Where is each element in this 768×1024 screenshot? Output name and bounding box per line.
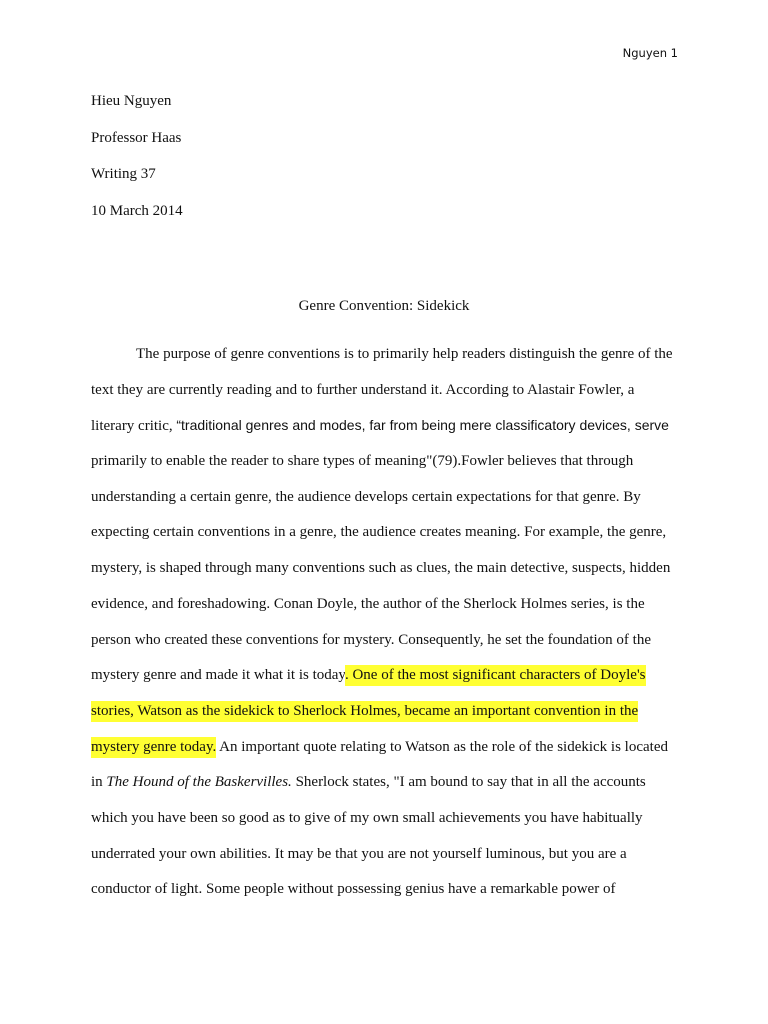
- running-head: Nguyen 1: [622, 46, 678, 60]
- author-name: Hieu Nguyen: [91, 93, 172, 109]
- body-line: expecting certain conventions in a genre, the audience creates meaning. For example, the genre,: [91, 524, 667, 541]
- book-title: The Hound of the Baskervilles.: [106, 774, 292, 791]
- instructor-name: Professor Haas: [91, 129, 182, 146]
- body-line: [91, 737, 679, 773]
- body-line: understanding a certain genre, the audience develops certain expectations for that genre. By: [91, 488, 641, 505]
- body-line: [91, 415, 679, 451]
- body-text-run: mystery genre and made it what it is today: [91, 667, 345, 684]
- highlighted-text: . One of the most significant characters of Doyle's: [345, 665, 646, 686]
- essay-body: [91, 344, 679, 915]
- body-line: underrated your own abilities. It may be that you are not yourself luminous, but you are a: [91, 845, 627, 862]
- body-text-run: literary critic,: [91, 418, 177, 435]
- highlighted-text: stories, Watson as the sidekick to Sherlock Holmes, became an important convention in the: [91, 701, 638, 722]
- body-line: The purpose of genre conventions is to primarily help readers distinguish the genre of the: [136, 346, 673, 362]
- document-date: 10 March 2014: [91, 202, 183, 219]
- highlighted-text: mystery genre today.: [91, 737, 216, 758]
- mla-heading: [91, 91, 183, 237]
- fowler-quote: “traditional genres and modes, far from being mere classificatory devices, serve: [176, 417, 669, 434]
- essay-title: Genre Convention: Sidekick: [298, 298, 470, 314]
- body-line: text they are currently reading and to further understand it. According to Alastair Fowler, a: [91, 381, 635, 398]
- body-line: which you have been so good as to give of my own small achievements you have habitually: [91, 809, 643, 826]
- body-line: [91, 772, 679, 808]
- body-line: person who created these conventions for mystery. Consequently, he set the foundation of the: [91, 631, 651, 648]
- body-line: primarily to enable the reader to share types of meaning"(79).Fowler believes that through: [91, 453, 634, 470]
- body-line: mystery, is shaped through many conventions such as clues, the main detective, suspects, hidden: [91, 560, 671, 577]
- course-name: Writing 37: [91, 166, 156, 182]
- body-line: conductor of light. Some people without possessing genius have a remarkable power of: [91, 881, 616, 898]
- body-text-run: An important quote relating to Watson as the role of the sidekick is located: [216, 738, 668, 755]
- body-line: [91, 665, 679, 701]
- body-text-run: Sherlock states, "I am bound to say that in all the accounts: [291, 774, 646, 791]
- body-line: [91, 701, 679, 737]
- body-text-run: in: [91, 774, 107, 791]
- body-line: evidence, and foreshadowing. Conan Doyle, the author of the Sherlock Holmes series, is the: [91, 595, 645, 612]
